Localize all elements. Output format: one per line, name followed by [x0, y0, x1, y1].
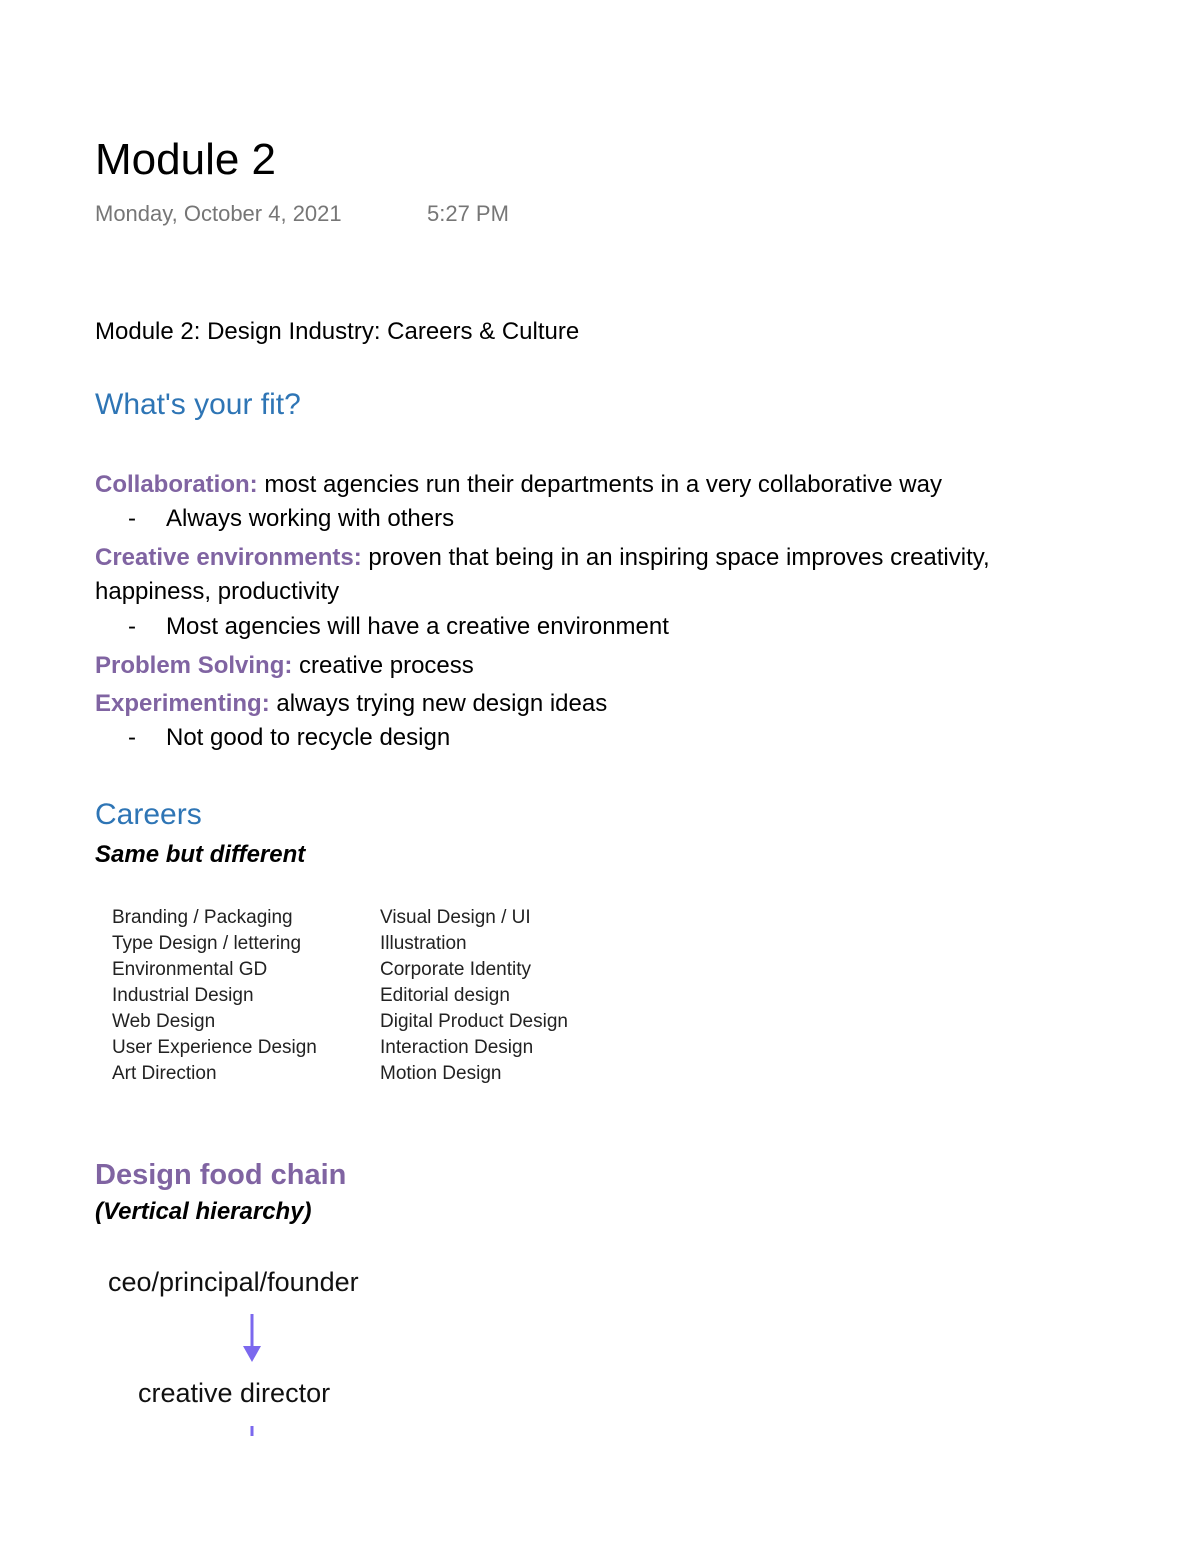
fit-item-problem-solving [95, 649, 1095, 683]
career-item: Editorial design [380, 985, 510, 1006]
career-item: Interaction Design [380, 1037, 534, 1058]
bullet-dash: - [128, 724, 136, 751]
career-item: Industrial Design [112, 985, 254, 1006]
food-chain-subheading: (Vertical hierarchy) [95, 1198, 312, 1225]
career-item: Branding / Packaging [112, 907, 293, 928]
career-item: Corporate Identity [380, 959, 532, 980]
fit-item-collaboration [95, 468, 1095, 502]
fit-text: proven that being in an inspiring space improves creativity, happiness, productivity [95, 544, 990, 605]
career-item: Environmental GD [112, 959, 268, 980]
arrow-stub-icon [246, 1424, 258, 1438]
fit-bullet [128, 721, 450, 755]
career-item: Motion Design [380, 1063, 502, 1084]
career-item: Digital Product Design [380, 1011, 568, 1032]
careers-list-right [380, 905, 568, 1087]
fit-heading: What's your fit? [95, 388, 301, 421]
food-chain-heading: Design food chain [95, 1159, 347, 1191]
bullet-text: Most agencies will have a creative environment [166, 613, 669, 640]
fit-bullet [128, 610, 669, 644]
page-date: Monday, October 4, 2021 [95, 201, 342, 226]
bullet-text: Always working with others [166, 505, 455, 532]
fit-text: creative process [292, 652, 474, 679]
arrow-down-icon [240, 1312, 264, 1364]
careers-list-left [112, 905, 317, 1087]
page-time: 5:27 PM [427, 201, 509, 226]
fit-bullet [128, 502, 454, 536]
fit-item-creative-environments [95, 541, 995, 609]
fit-item-experimenting [95, 687, 1095, 721]
career-item: User Experience Design [112, 1037, 317, 1058]
chain-level-creative-director: creative director [138, 1378, 331, 1408]
careers-heading: Careers [95, 798, 202, 831]
careers-subheading: Same but different [95, 841, 306, 868]
page-title: Module 2 [95, 135, 277, 184]
bullet-dash: - [128, 613, 136, 640]
career-item: Type Design / lettering [112, 933, 302, 954]
fit-text: most agencies run their departments in a very collaborative way [257, 471, 942, 498]
bullet-dash: - [128, 505, 136, 532]
fit-term: Problem Solving: [95, 652, 293, 679]
chain-level-ceo: ceo/principal/founder [108, 1267, 359, 1297]
career-item: Visual Design / UI [380, 907, 531, 928]
fit-term: Experimenting: [95, 690, 270, 717]
fit-term: Creative environments: [95, 544, 362, 571]
bullet-text: Not good to recycle design [166, 724, 451, 751]
career-item: Art Direction [112, 1063, 217, 1084]
career-item: Illustration [380, 933, 467, 954]
fit-text: always trying new design ideas [269, 690, 608, 717]
career-item: Web Design [112, 1011, 216, 1032]
fit-term: Collaboration: [95, 471, 258, 498]
module-subtitle: Module 2: Design Industry: Careers & Culture [95, 318, 580, 345]
